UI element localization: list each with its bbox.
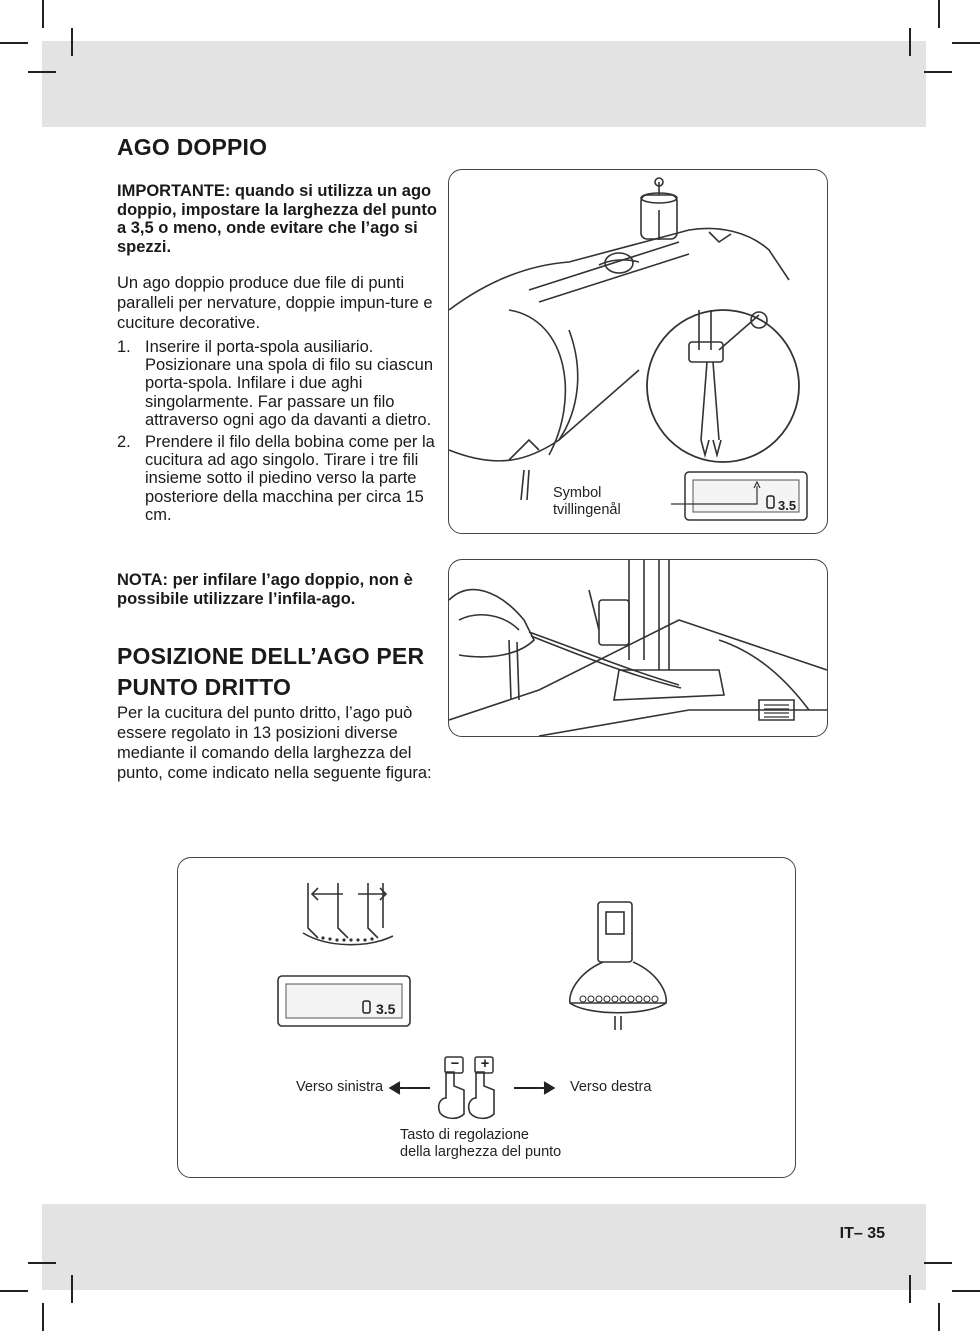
minus-key-label: −	[450, 1056, 460, 1072]
header-band	[42, 41, 926, 127]
lcd-value: 3.5	[778, 498, 797, 513]
machine-illustration	[449, 170, 827, 533]
figure-threading-presser-foot	[448, 559, 828, 737]
needle-fan-icon	[303, 883, 393, 945]
page-number: IT– 35	[839, 1225, 885, 1242]
right-direction-label: Verso destra	[570, 1079, 652, 1095]
presser-foot-illustration	[449, 560, 827, 736]
intro-paragraph: Un ago doppio produce due file di punti paralleli per nervature, doppie impun-ture e cuciture decorative.	[117, 274, 433, 332]
section-title-ago-doppio: AGO DOPPIO	[117, 134, 268, 160]
hand-pointer-icon	[439, 1072, 494, 1118]
steps-list	[117, 338, 439, 528]
left-direction-label: Verso sinistra	[296, 1079, 384, 1095]
key-caption: Tasto di regolazione della larghezza del punto	[400, 1127, 562, 1160]
section2-body: Per la cucitura del punto dritto, l’ago può essere regolato in 13 posizioni diverse mediante il comando della larghezza del punto, come indicato nella seguente figura:	[117, 704, 432, 782]
list-item: 2. Prendere il filo della bobina come per la cucitura ad ago singolo. Tirare i tre fili insieme sotto il piedino verso la parte posteriore della macchina per circa 15 cm.	[117, 433, 435, 524]
plus-key-label: +	[480, 1056, 490, 1072]
figure-twin-needle-machine	[448, 169, 828, 534]
figure-needle-position	[177, 857, 796, 1178]
section-title-posizione: POSIZIONE DELL’AGO PER PUNTO DRITTO	[117, 643, 425, 700]
lcd-value: 3.5	[376, 1001, 396, 1017]
note-paragraph: NOTA: per infilare l’ago doppio, non è possibile utilizzare l’infila-ago.	[117, 571, 413, 608]
symbol-label: Symbol tvillingenål	[553, 485, 621, 518]
important-notice: IMPORTANTE: quando si utilizza un ago doppio, impostare la larghezza del punto a 3,5 o meno, onde evitare che l’ago si spezzi.	[117, 182, 437, 256]
footer-band	[42, 1204, 926, 1290]
presser-foot-icon	[570, 902, 666, 1030]
list-item: 1. Inserire il porta-spola ausiliario. Posizionare una spola di filo su ciascun porta-spola. Infilare i due aghi singolarmente. Far passare un filo attraverso ogni ago da davanti a dietro.	[117, 338, 434, 429]
